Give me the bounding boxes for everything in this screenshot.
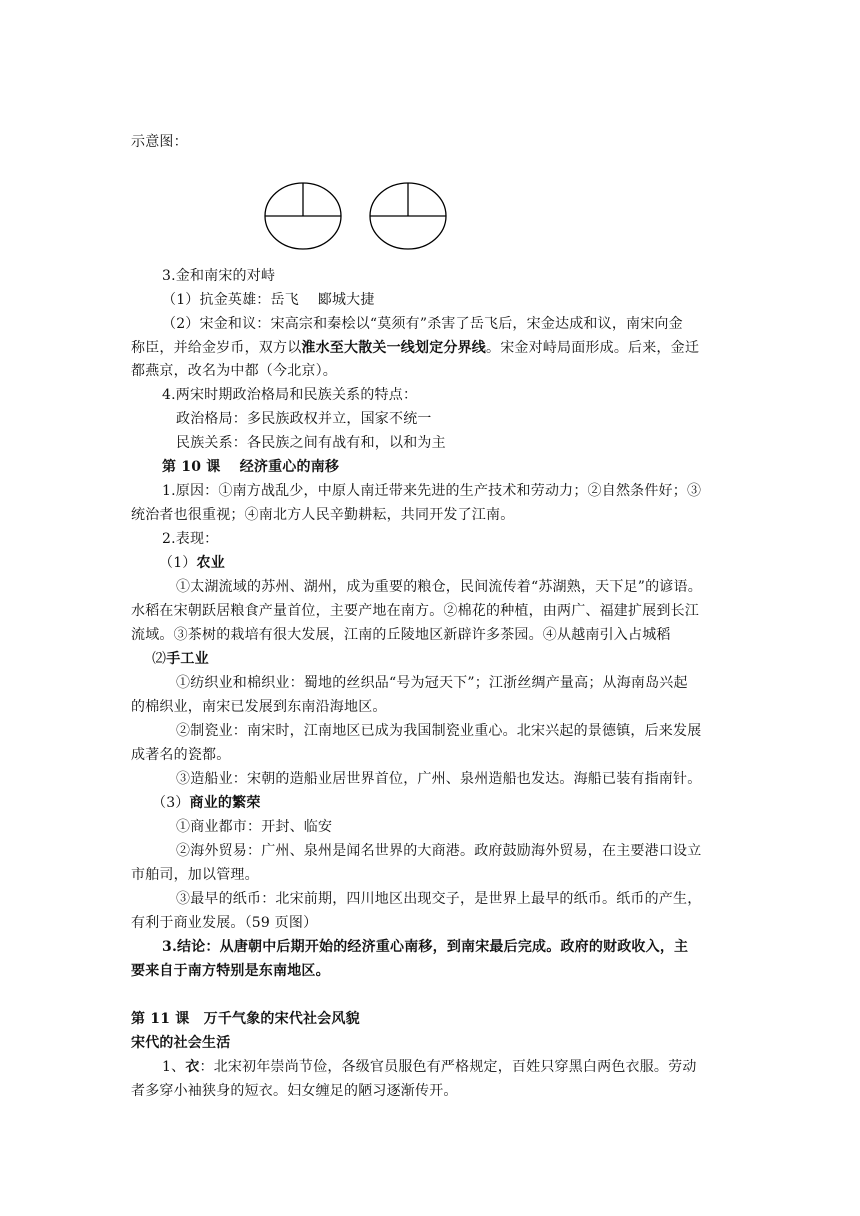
- bold-text-span: 淮水至大散关一线划定分界线: [301, 340, 487, 356]
- text-line: 流域。③茶树的栽培有很大发展，江南的丘陵地区新辟许多茶园。④从越南引入占城稻: [131, 627, 671, 643]
- text-line: 政治格局：多民族政权并立，国家不统一: [176, 411, 432, 427]
- text-line: ①太湖流域的苏州、湖州，成为重要的粮仓，民间流传着“苏湖熟，天下足”的谚语。: [176, 579, 702, 595]
- text-line: 市舶司，加以管理。: [131, 867, 259, 883]
- lesson-title: 第 10 课 经济重心的南移: [162, 459, 340, 475]
- text-line: 民族关系：各民族之间有战有和，以和为主: [176, 435, 446, 451]
- text-line: ①纺织业和棉织业：蜀地的丝织品“号为冠天下”；江浙丝绸产量高；从海南岛兴起: [176, 675, 688, 691]
- conclusion-text: 要来自于南方特别是东南地区。: [131, 963, 330, 979]
- lesson-title: 第 11 课 万千气象的宋代社会风貌: [131, 1011, 360, 1027]
- subsection-heading: [152, 793, 261, 813]
- text-line: 者多穿小袖狭身的短衣。妇女缠足的陋习逐渐传开。: [131, 1083, 458, 1099]
- text-line: （1）抗金英雄：岳飞 郾城大捷: [162, 292, 375, 308]
- schematic-diagram: [260, 180, 460, 252]
- text-line: ②海外贸易：广州、泉州是闻名世界的大商港。政府鼓励海外贸易，在主要港口设立: [176, 843, 702, 859]
- text-line: 2.表现：: [162, 531, 219, 547]
- text-line: 水稻在宋朝跃居粮食产量首位，主要产地在南方。②棉花的种植，由两广、福建扩展到长江: [131, 603, 699, 619]
- text-line: ③最早的纸币：北宋前期，四川地区出现交子，是世界上最早的纸币。纸币的产生，: [176, 891, 702, 907]
- text-line: ③造船业：宋朝的造船业居世界首位，广州、泉州造船也发达。海船已装有指南针。: [176, 771, 702, 787]
- right-circle-diagram: [370, 183, 446, 249]
- left-circle-diagram: [265, 183, 341, 249]
- text-span: （3）: [152, 795, 190, 811]
- section-heading: 宋代的社会生活: [131, 1035, 231, 1051]
- text-line: 成著名的瓷都。: [131, 747, 231, 763]
- bold-text-span: 商业的繁荣: [189, 795, 261, 811]
- subsection-heading: [159, 553, 225, 573]
- text-span: 。宋金对峙局面形成。后来，金迁: [486, 340, 700, 356]
- conclusion-text: 3.结论：从唐朝中后期开始的经济重心南移，到南宋最后完成。政府的财政收入，主: [162, 939, 689, 955]
- text-span: 称臣，并给金岁币，双方以: [131, 340, 302, 356]
- text-line: 都燕京，改名为中都（今北京）。: [131, 363, 337, 379]
- text-span: （1）: [159, 555, 197, 571]
- text-span: ⑵: [152, 651, 167, 667]
- subsection-heading: [152, 649, 209, 669]
- text-line: ①商业都市：开封、临安: [176, 819, 333, 835]
- section-heading: 4.两宋时期政治格局和民族关系的特点：: [162, 387, 418, 403]
- text-line: 1.原因：①南方战乱少，中原人南迁带来先进的生产技术和劳动力；②自然条件好；③: [162, 483, 702, 499]
- text-line: （2）宋金和议：宋高宗和秦桧以“莫须有”杀害了岳飞后，宋金达成和议，南宋向金: [162, 316, 683, 332]
- text-span: 1、: [162, 1059, 186, 1075]
- text-line: [162, 1057, 697, 1077]
- bold-text-span: 农业: [196, 555, 225, 571]
- text-line: 有利于商业发展。（59 页图）: [131, 915, 318, 931]
- diagram-caption: 示意图：: [131, 134, 188, 150]
- bold-text-span: 衣: [185, 1059, 200, 1075]
- text-line: 的棉织业，南宋已发展到东南沿海地区。: [131, 699, 387, 715]
- bold-text-span: 手工业: [166, 651, 209, 667]
- text-span: ：北宋初年崇尚节俭，各级官员服色有严格规定，百姓只穿黑白两色衣服。劳动: [199, 1059, 697, 1075]
- text-line: ②制瓷业：南宋时，江南地区已成为我国制瓷业重心。北宋兴起的景德镇，后来发展: [176, 723, 702, 739]
- text-line: [131, 338, 699, 358]
- text-line: 统治者也很重视；④南北方人民辛勤耕耘，共同开发了江南。: [131, 507, 515, 523]
- section-heading: 3.金和南宋的对峙: [162, 268, 276, 284]
